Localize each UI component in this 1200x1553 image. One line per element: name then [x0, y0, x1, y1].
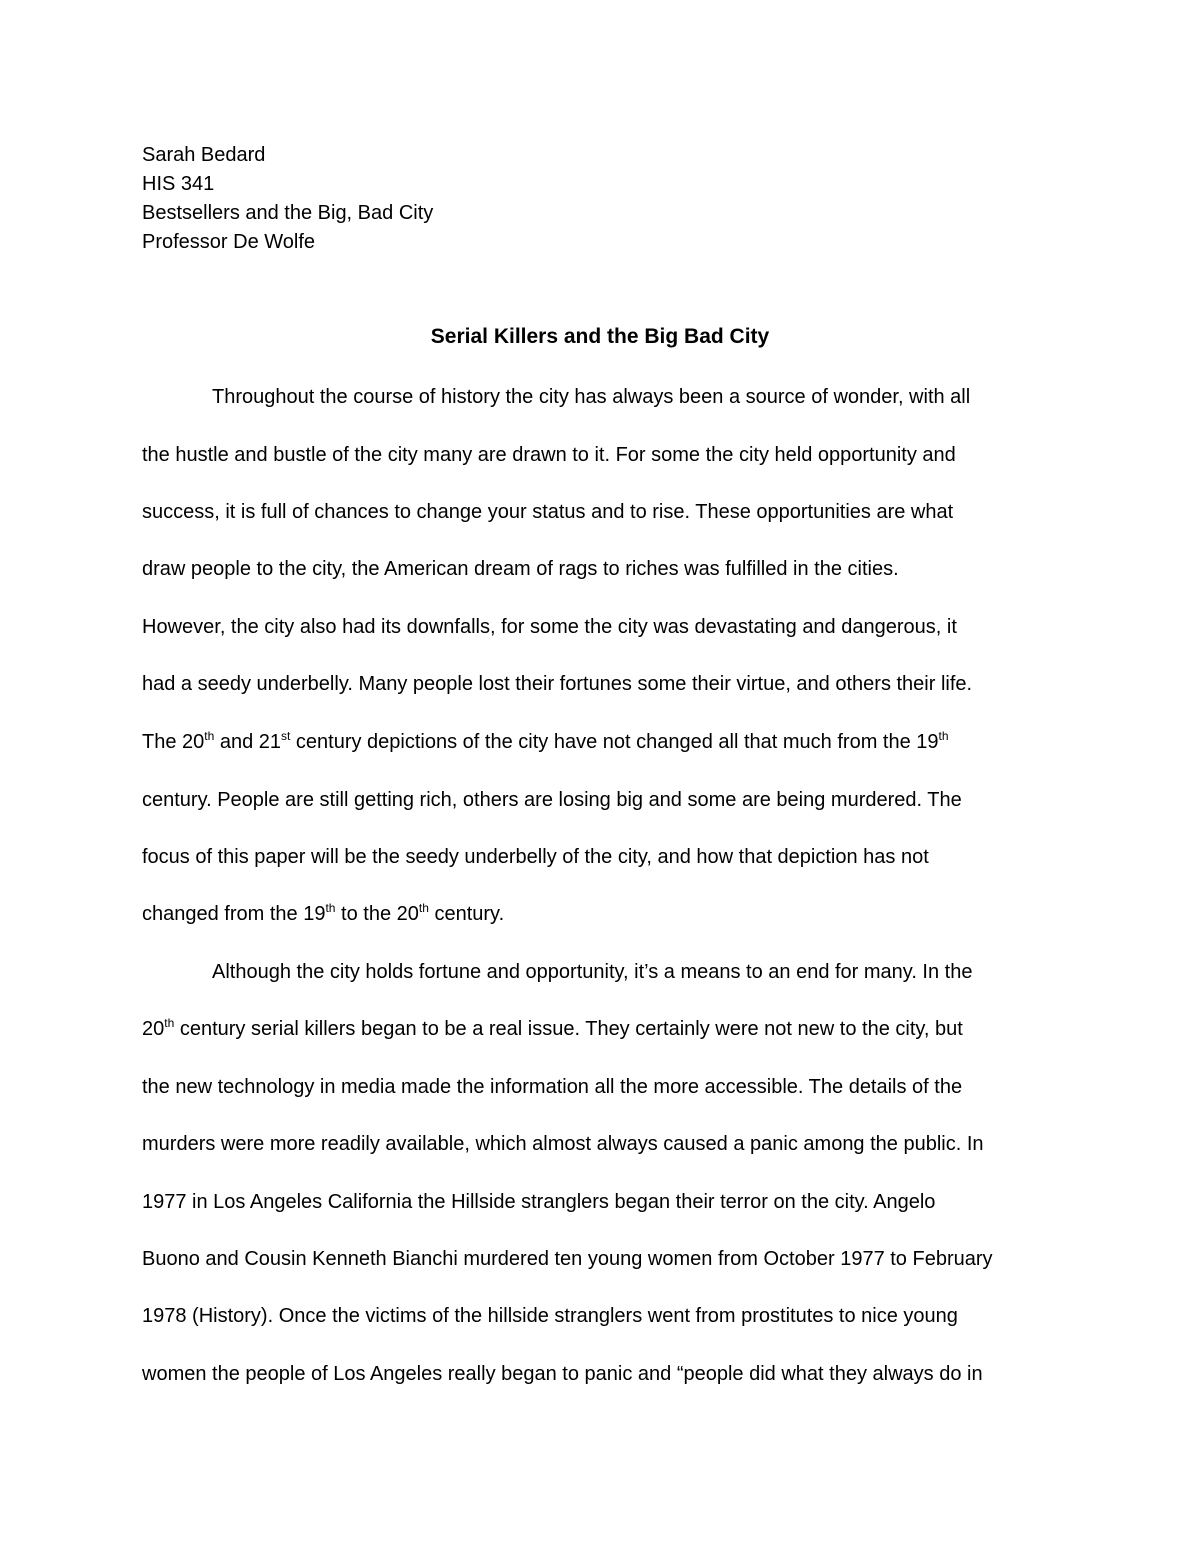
- text-segment: and 21: [214, 731, 282, 753]
- text-segment: 20: [142, 1018, 165, 1040]
- professor-name: Professor De Wolfe: [142, 231, 316, 253]
- superscript: th: [325, 901, 336, 915]
- body-line: success, it is full of chances to change your status and to rise. These opportunities are what: [142, 501, 954, 523]
- course-title: Bestsellers and the Big, Bad City: [142, 202, 434, 224]
- superscript: st: [281, 729, 291, 743]
- body-line: had a seedy underbelly. Many people lost their fortunes some their virtue, and others their life.: [142, 673, 973, 695]
- header-block: [142, 141, 842, 257]
- body-line: Throughout the course of history the city has always been a source of wonder, with all: [212, 386, 971, 408]
- text-segment: century serial killers began to be a real issue. They certainly were not new to the city, but: [174, 1018, 963, 1040]
- body-line: century. People are still getting rich, others are losing big and some are being murdered. The: [142, 789, 962, 811]
- text-segment: The 20: [142, 731, 205, 753]
- body-line: Although the city holds fortune and opportunity, it’s a means to an end for many. In the: [212, 961, 973, 983]
- superscript: th: [204, 729, 215, 743]
- body-line: However, the city also had its downfalls, for some the city was devastating and dangerous, it: [142, 616, 957, 638]
- body-line: focus of this paper will be the seedy underbelly of the city, and how that depiction has not: [142, 846, 929, 868]
- body-line: Buono and Cousin Kenneth Bianchi murdered ten young women from October 1977 to February: [142, 1248, 993, 1270]
- body-line: the hustle and bustle of the city many are drawn to it. For some the city held opportunity and: [142, 444, 956, 466]
- essay-title: Serial Killers and the Big Bad City: [430, 325, 770, 348]
- superscript: th: [164, 1016, 175, 1030]
- body-line: [142, 899, 504, 929]
- course-code: HIS 341: [142, 173, 215, 195]
- superscript: th: [938, 729, 949, 743]
- body-line: draw people to the city, the American dream of rags to riches was fulfilled in the cities.: [142, 558, 899, 580]
- body-line: murders were more readily available, which almost always caused a panic among the public. In: [142, 1133, 984, 1155]
- text-segment: century.: [428, 903, 505, 925]
- body-line: 1978 (History). Once the victims of the hillside stranglers went from prostitutes to nice young: [142, 1305, 958, 1327]
- text-segment: century depictions of the city have not changed all that much from the 19: [290, 731, 939, 753]
- body-line: [142, 727, 949, 757]
- body-line: women the people of Los Angeles really began to panic and “people did what they always do in: [142, 1363, 983, 1385]
- text-segment: to the 20: [335, 903, 419, 925]
- body-line: the new technology in media made the information all the more accessible. The details of the: [142, 1076, 963, 1098]
- body-line: 1977 in Los Angeles California the Hillside stranglers began their terror on the city. Angelo: [142, 1191, 936, 1213]
- text-segment: changed from the 19: [142, 903, 326, 925]
- body-line: [142, 1014, 963, 1044]
- superscript: th: [418, 901, 429, 915]
- author-name: Sarah Bedard: [142, 144, 266, 166]
